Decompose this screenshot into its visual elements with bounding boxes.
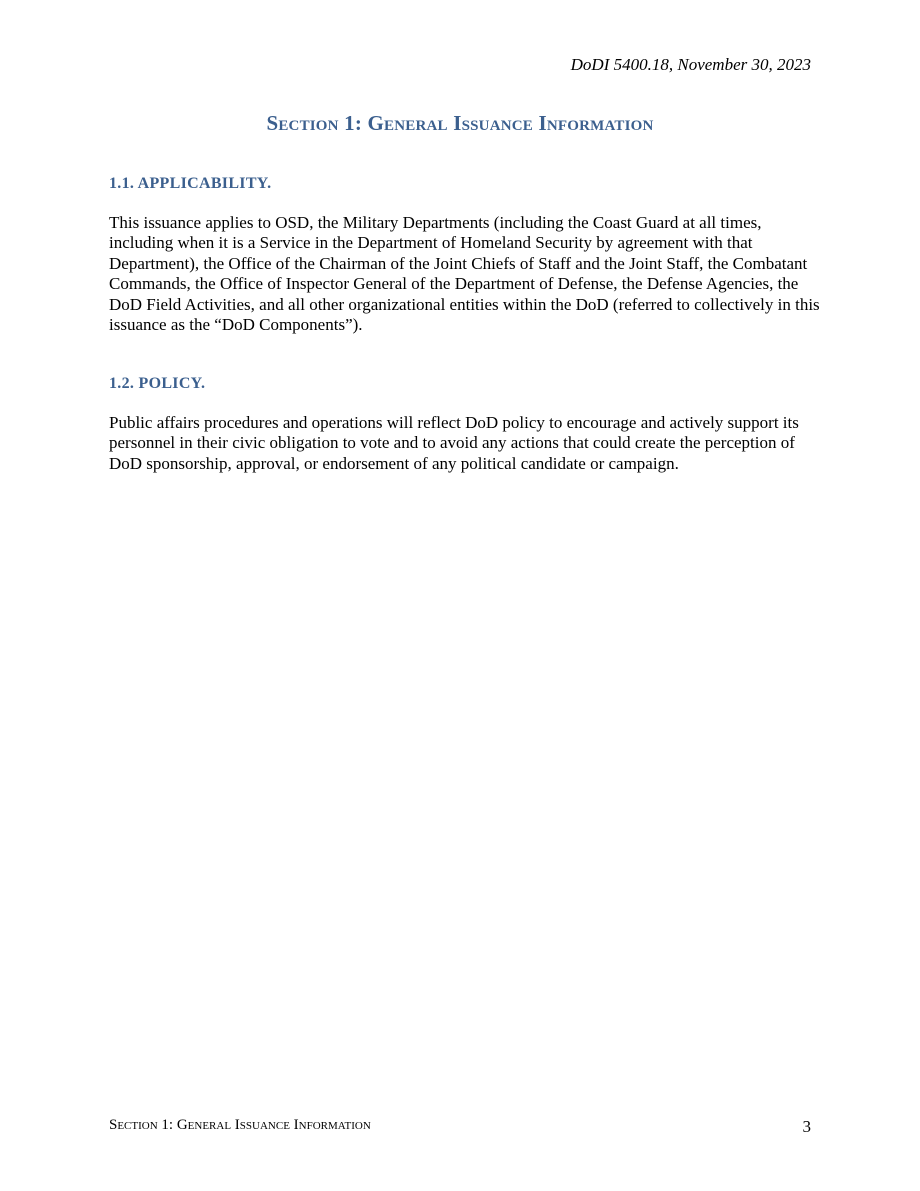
applicability-paragraph: This issuance applies to OSD, the Military Departments (including the Coast Guard at all times, including when it is a Service in the Department of Homeland Security by agreement with that Department), the Office of the Chairman of the Joint Chiefs of Staff and the Joint Staff, the Combatant Commands, the Office of Inspector General of the Department of Defense, the Defense Agencies, the DoD Field Activities, and all other organizational entities within the DoD (referred to collectively in this issuance as the “DoD Components”).: [109, 213, 820, 335]
footer-section-label: Section 1: General Issuance Information: [109, 1117, 371, 1133]
page-number: 3: [802, 1117, 811, 1136]
applicability-heading: 1.1. APPLICABILITY.: [109, 175, 272, 192]
policy-paragraph: Public affairs procedures and operations will reflect DoD policy to encourage and actively support its personnel in their civic obligation to vote and to avoid any actions that could create the perception of DoD sponsorship, approval, or endorsement of any political candidate or campaign.: [109, 413, 799, 473]
running-header: DoDI 5400.18, November 30, 2023: [570, 55, 811, 74]
policy-heading: 1.2. POLICY.: [109, 375, 206, 392]
section-title: Section 1: General Issuance Information: [266, 111, 654, 135]
